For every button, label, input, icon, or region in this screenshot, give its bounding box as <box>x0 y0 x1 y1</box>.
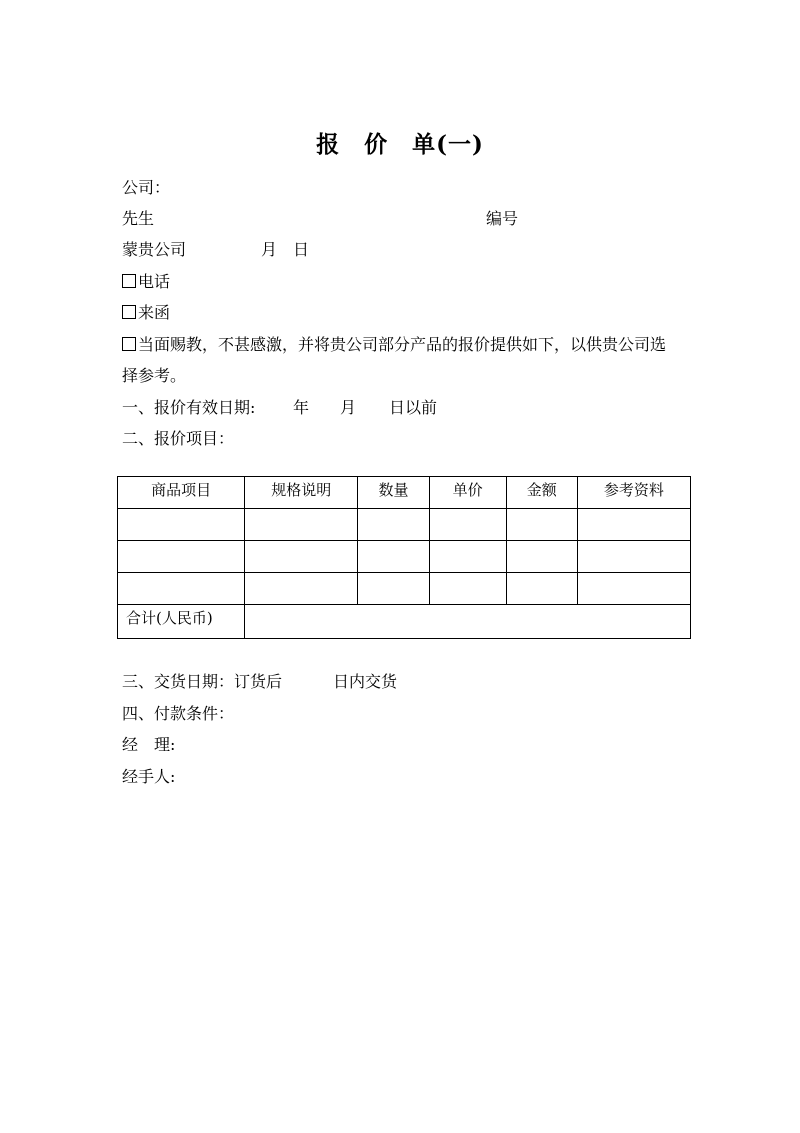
table-cell[interactable] <box>118 509 245 541</box>
page-title <box>0 126 800 159</box>
number-label: 编号 <box>486 209 519 228</box>
table-cell[interactable] <box>506 541 577 573</box>
title-char-2: 价 <box>364 131 389 158</box>
table-cell[interactable] <box>358 509 429 541</box>
payment-label: 四、付款条件： <box>122 704 235 723</box>
option-letter-label: 来函 <box>138 303 171 322</box>
month-label: 月 <box>261 240 278 259</box>
header-unit-price: 单价 <box>429 477 506 509</box>
validity-label: 一、报价有效日期: <box>122 398 256 417</box>
total-label: 合计(人民币) <box>118 605 245 639</box>
manager-label: 经 理: <box>122 735 176 754</box>
delivery-label: 三、交货日期：订货后 <box>122 672 283 691</box>
option-in-person-label: 当面赐教，不甚感激，并将贵公司部分产品的报价提供如下，以供贵公司选 <box>138 335 667 354</box>
table-cell[interactable] <box>245 541 358 573</box>
option-phone-label: 电话 <box>138 272 171 291</box>
table-cell[interactable] <box>429 509 506 541</box>
table-cell[interactable] <box>577 573 690 605</box>
company-line: 公司： <box>122 178 171 197</box>
items-label: 二、报价项目： <box>122 429 235 448</box>
table-row <box>118 509 691 541</box>
table-row <box>118 573 691 605</box>
checkbox-icon[interactable] <box>122 274 136 288</box>
table-cell[interactable] <box>245 509 358 541</box>
validity-month: 月 <box>340 398 357 417</box>
table-cell[interactable] <box>118 573 245 605</box>
title-char-1: 报 <box>316 131 341 158</box>
table-cell[interactable] <box>506 573 577 605</box>
header-item: 商品项目 <box>118 477 245 509</box>
header-quantity: 数量 <box>358 477 429 509</box>
mister-label: 先生 <box>122 209 155 228</box>
table-cell[interactable] <box>118 541 245 573</box>
table-total-row <box>118 605 691 639</box>
from-company-label: 蒙贵公司 <box>122 240 187 259</box>
day-label: 日 <box>293 240 310 259</box>
option-letter[interactable] <box>122 303 170 323</box>
header-reference: 参考资料 <box>577 477 690 509</box>
table-cell[interactable] <box>577 541 690 573</box>
table-cell[interactable] <box>358 541 429 573</box>
handler-label: 经手人: <box>122 767 176 786</box>
validity-suffix: 日以前 <box>389 398 438 417</box>
header-spec: 规格说明 <box>245 477 358 509</box>
checkbox-icon[interactable] <box>122 305 136 319</box>
table-cell[interactable] <box>358 573 429 605</box>
table-header-row <box>118 477 691 509</box>
checkbox-icon[interactable] <box>122 337 136 351</box>
option-phone[interactable] <box>122 272 170 292</box>
validity-year: 年 <box>293 398 310 417</box>
table-cell[interactable] <box>429 541 506 573</box>
header-amount: 金额 <box>506 477 577 509</box>
quotation-table <box>117 476 691 639</box>
table-cell[interactable] <box>429 573 506 605</box>
continuation-text: 择参考。 <box>122 366 187 385</box>
table-cell[interactable] <box>245 573 358 605</box>
table-cell[interactable] <box>577 509 690 541</box>
delivery-suffix: 日内交货 <box>333 672 398 691</box>
total-value[interactable] <box>245 605 691 639</box>
option-in-person[interactable] <box>122 335 666 355</box>
table-cell[interactable] <box>506 509 577 541</box>
table-row <box>118 541 691 573</box>
title-char-3: 单(一) <box>412 131 484 158</box>
